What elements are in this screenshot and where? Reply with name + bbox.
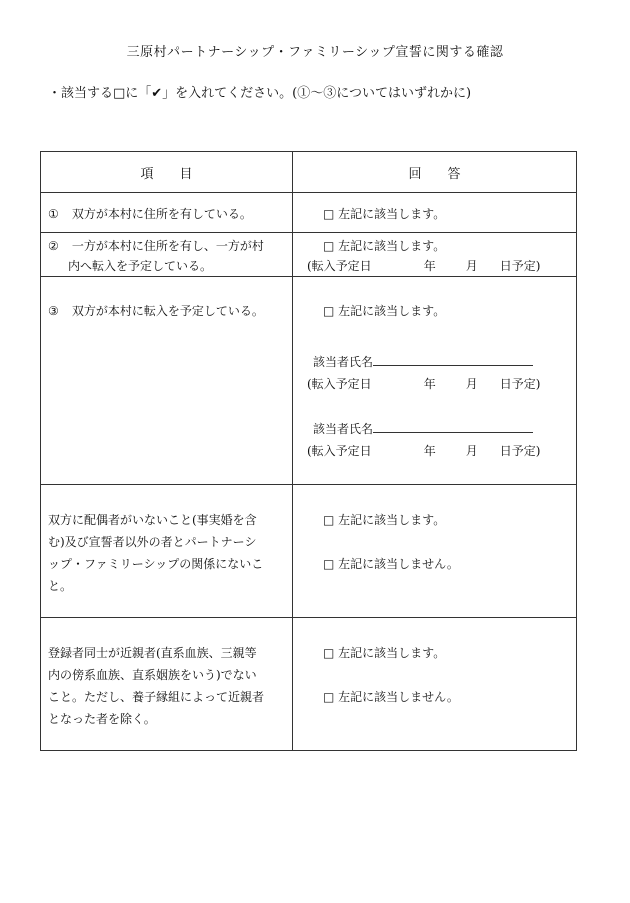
item-number: ①	[48, 207, 59, 221]
year-label: 年	[423, 259, 436, 273]
table-row	[41, 193, 577, 233]
instruction-text: ・該当する□に「✔」を入れてください。(①〜③についてはいずれかに)	[48, 86, 472, 101]
item-text: む)及び宣誓者以外の者とパートナーシ	[48, 535, 257, 549]
item-number: ③	[48, 304, 59, 318]
move-in-date	[307, 442, 540, 459]
check-not-applies[interactable]: □ 左記に該当しません。	[323, 557, 459, 571]
table-row	[41, 277, 577, 485]
item-text: と。	[48, 579, 73, 593]
item-text: 一方が本村に住所を有し、一方が村	[71, 239, 264, 253]
page-title: 三原村パートナーシップ・ファミリーシップ宣誓に関する確認	[126, 45, 504, 60]
move-in-date	[307, 257, 540, 274]
name-label: 該当者氏名	[313, 422, 374, 436]
item-cell	[41, 233, 293, 277]
table-row	[41, 233, 577, 277]
item-cell	[41, 277, 293, 485]
answer-cell	[293, 277, 577, 485]
table-row	[41, 618, 577, 751]
table-header-row	[41, 152, 577, 193]
move-in-label: (転入予定日	[307, 259, 372, 273]
item-text: 双方が本村に転入を予定している。	[71, 304, 264, 318]
item-text: こと。ただし、養子縁組によって近親者	[48, 690, 265, 704]
check-applies[interactable]: □ 左記に該当します。	[323, 646, 446, 660]
table-row	[41, 485, 577, 618]
item-cell	[41, 618, 293, 751]
header-answer: 回 答	[293, 152, 577, 193]
item-cell	[41, 485, 293, 618]
item-number: ②	[48, 239, 59, 253]
year-label: 年	[423, 444, 436, 458]
day-label: 日予定)	[499, 259, 541, 273]
day-label: 日予定)	[499, 444, 541, 458]
check-applies[interactable]: □ 左記に該当します。	[323, 239, 446, 253]
person-name-field	[313, 353, 533, 370]
item-text: 双方が本村に住所を有している。	[71, 207, 252, 221]
item-text: 双方に配偶者がいないこと(事実婚を含	[48, 513, 257, 527]
move-in-label: (転入予定日	[307, 377, 372, 391]
answer-cell	[293, 233, 577, 277]
move-in-date	[307, 375, 540, 392]
answer-cell	[293, 193, 577, 233]
item-text: ップ・ファミリーシップの関係にないこ	[48, 557, 264, 571]
item-text: 内へ転入を予定している。	[68, 259, 213, 273]
check-applies[interactable]: □ 左記に該当します。	[323, 304, 446, 318]
month-label: 月	[465, 377, 478, 391]
check-applies[interactable]: □ 左記に該当します。	[323, 207, 446, 221]
item-text: 登録者同士が近親者(直系血族、三親等	[48, 646, 257, 660]
answer-cell	[293, 618, 577, 751]
person-name-field	[313, 420, 533, 437]
check-applies[interactable]: □ 左記に該当します。	[323, 513, 446, 527]
item-text: となった者を除く。	[48, 712, 156, 726]
check-not-applies[interactable]: □ 左記に該当しません。	[323, 690, 459, 704]
name-underline[interactable]	[373, 353, 533, 366]
month-label: 月	[465, 259, 478, 273]
item-text: 内の傍系血族、直系姻族をいう)でない	[48, 668, 257, 682]
name-underline[interactable]	[373, 420, 533, 433]
confirmation-table	[40, 151, 577, 751]
name-label: 該当者氏名	[313, 355, 374, 369]
move-in-label: (転入予定日	[307, 444, 372, 458]
header-item: 項 目	[41, 152, 293, 193]
month-label: 月	[465, 444, 478, 458]
answer-cell	[293, 485, 577, 618]
day-label: 日予定)	[499, 377, 541, 391]
item-cell	[41, 193, 293, 233]
year-label: 年	[423, 377, 436, 391]
